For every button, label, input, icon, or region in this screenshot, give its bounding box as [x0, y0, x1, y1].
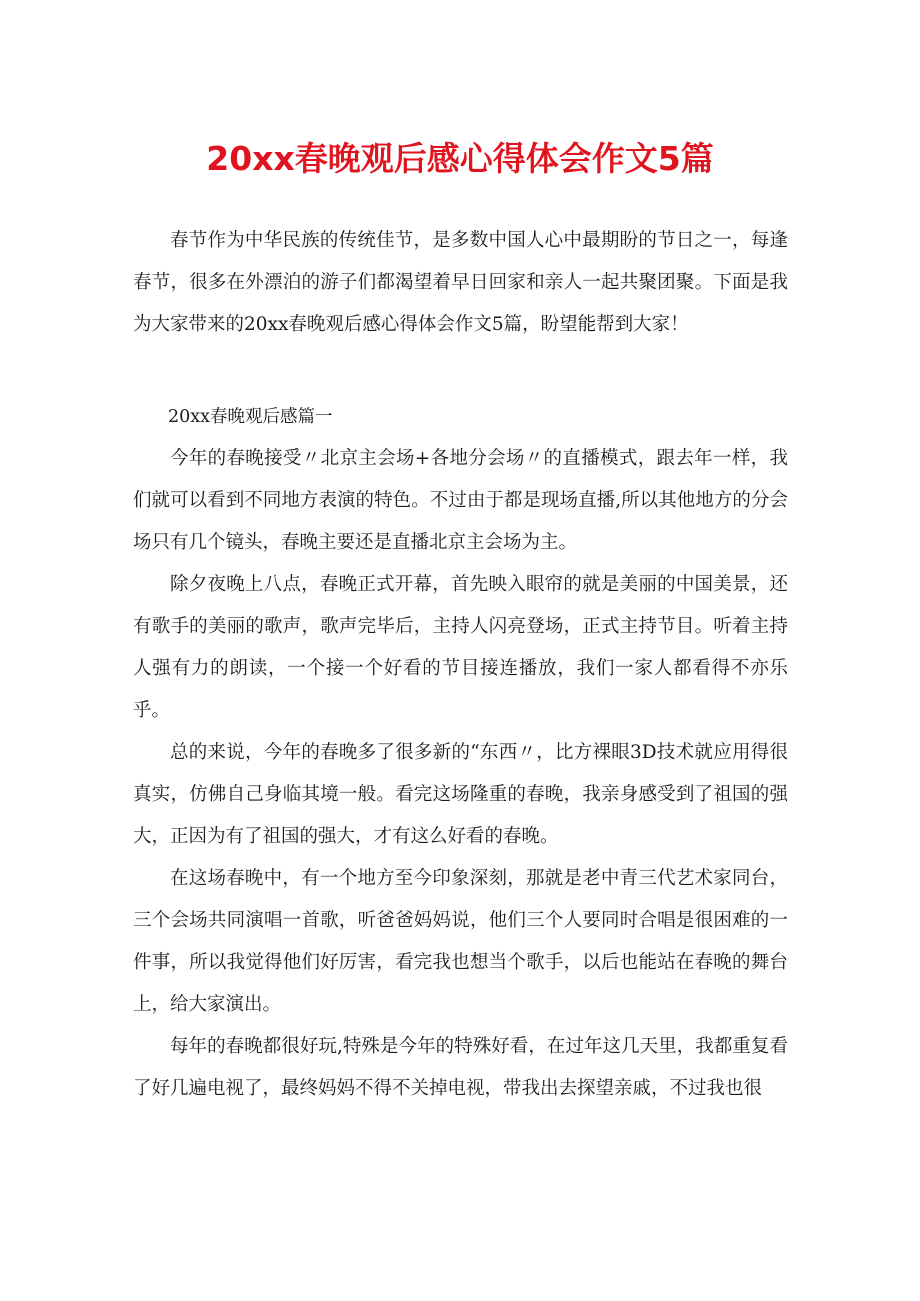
body-paragraph: 除夕夜晚上八点，春晚正式开幕，首先映入眼帘的就是美丽的中国美景，还有歌手的美丽的歌声，歌声完毕后，主持人闪亮登场，正式主持节目。听着主持人强有力的朗读，一个接一个好看的节目接连播放，我们一家人都看得不亦乐乎。	[133, 574, 788, 721]
body-paragraph: 总的来说，今年的春晚多了很多新的“东西〃，比方裸眼3D技术就应用得很真实，仿佛自己身临其境一般。看完这场隆重的春晚，我亲身感受到了祖国的强大，正因为有了祖国的强大，才有这么好看的春晚。	[133, 742, 788, 847]
body-paragraph: 在这场春晚中，有一个地方至今印象深刻，那就是老中青三代艺术家同台，三个会场共同演唱一首歌，听爸爸妈妈说，他们三个人要同时合唱是很困难的一件事，所以我觉得他们好厉害，看完我也想当个歌手，以后也能站在春晚的舞台上，给大家演出。	[133, 868, 788, 1015]
document-title: 20xx春晚观后感心得体会作文5篇	[206, 139, 714, 178]
body-paragraph: 每年的春晚都很好玩,特殊是今年的特殊好看，在过年这几天里，我都重复看了好几遍电视了，最终妈妈不得不关掉电视，带我出去探望亲戚，不过我也很	[133, 1036, 788, 1099]
body-paragraph: 今年的春晚接受〃北京主会场+各地分会场〃的直播模式，跟去年一样，我们就可以看到不同地方表演的特色。不过由于都是现场直播,所以其他地方的分会场只有几个镜头，春晚主要还是直播北京主会场为主。	[133, 448, 788, 553]
intro-paragraph: 春节作为中华民族的传统佳节，是多数中国人心中最期盼的节日之一，每逢春节，很多在外漂泊的游子们都渴望着早日回家和亲人一起共聚团聚。下面是我为大家带来的20xx春晚观后感心得体会作文5篇，盼望能帮到大家！	[133, 230, 788, 335]
document-body	[133, 220, 788, 1110]
section-heading: 20xx春晚观后感篇一	[168, 407, 333, 427]
